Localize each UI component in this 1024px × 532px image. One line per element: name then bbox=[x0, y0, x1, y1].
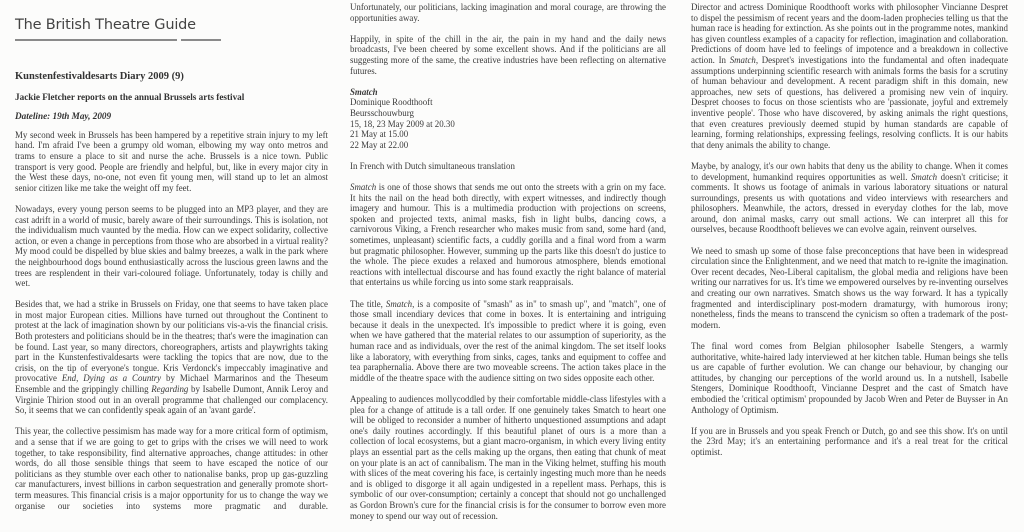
language-note: In French with Dutch simultaneous translation bbox=[350, 160, 515, 171]
show-venue: Beursschouwburg bbox=[350, 107, 414, 118]
logo-underline bbox=[15, 39, 177, 41]
column-2 bbox=[350, 2, 666, 532]
paragraph bbox=[15, 299, 328, 416]
column-3 bbox=[691, 2, 1008, 468]
article-title: Kunstenfestivaldesarts Diary 2009 (9) bbox=[15, 71, 184, 82]
text-run: doesn't criticise; it comments. It shows us footage of animals in various laboratory situations or natural surroundings, presents us with quotations and video interviews with researchers and philosophers. Meanwhile, the actors, dressed in everyday clothes for the lab, move around, don animal masks, carry out small actions. We can interpret all this for ourselves, because Roodthooft believes we can evolve again, reinvent ourselves. bbox=[691, 171, 1008, 235]
paragraph: Unfortunately, our politicians, lacking imagination and moral courage, are throwing the opportunities away. bbox=[350, 2, 666, 23]
show-director: Dominique Roodthooft bbox=[350, 97, 433, 108]
paragraph bbox=[350, 299, 666, 384]
article-dateline: Dateline: 19th May, 2009 bbox=[15, 111, 112, 122]
show-title: Smatch bbox=[385, 298, 413, 309]
show-date: 21 May at 15.00 bbox=[350, 129, 409, 140]
text-run: is one of those shows that sends me out onto the streets with a grin on my face. It hits the nail on the head both directly, with expert witnesses, and indirectly though imagery and humour. This is a multimedia production with projections on screens, spoken and projected texts, animal masks, fish in light bulbs, dancing cows, a carnivorous Viking, a French researcher who makes music from sand, some hard (and, sometimes, unpleasant) scientific facts, a cuddly gorilla and a final word from a warm but pragmatic philosopher. However, summing up the parts like this doesn't do justice to the whole. The piece exudes a relaxed and humorous atmosphere, blends emotional reactions with intellectual discourse and has found exactly the right balance of material that entertains us while forcing us into some stark reappraisals. bbox=[350, 182, 666, 288]
text-run: , Despret's investigations into the fundamental and often inadequate assumptions underpinning scientific research with animals forms the basis for a scrutiny of human behaviour and development. A recent paradigm shift in this domain, new approaches, new sets of questions, has delivered a promising new vein of inquiry. Despret chooses to focus on those scientists who are 'passionate, joyful and extremely inventive people'. Those who have discovered, by asking animals the right questions, that even creatures previously deemed stupid by human standards are capable of learning, forming relationships, expressing feelings, resolving conflicts. It is our habits that deny animals the ability to change. bbox=[691, 54, 1009, 150]
text-run: The title, bbox=[350, 298, 386, 309]
show-title: Regarding bbox=[151, 384, 189, 395]
text-run: , bbox=[76, 373, 84, 384]
text-run: Maybe, by analogy, it's our own habits that deny us the ability to change. When it comes to development, humankind requires opportunities as well. bbox=[691, 160, 1008, 182]
show-title: End bbox=[61, 373, 77, 384]
article-byline: Jackie Fletcher reports on the annual Brussels arts festival bbox=[15, 91, 245, 102]
paragraph bbox=[691, 2, 1008, 150]
show-date: 15, 18, 23 May 2009 at 20.30 bbox=[350, 118, 455, 129]
show-title: Smatch bbox=[350, 86, 378, 97]
logo-underline-short bbox=[181, 39, 221, 41]
paragraph: Happily, in spite of the chill in the air, the pain in my hand and the daily news broadcasts, I've been cheered by some excellent shows. And if the politicians are all suggesting more of the same, the creative industries have been reflecting on alternative futures. bbox=[350, 33, 666, 76]
paragraph: This year, the collective pessimism has made way for a more critical form of optimism, and a sense that if we are going to get to grips with the crises we will need to work together, to take responsibility, find alternative approaches, change attitudes: in other words, do all those sensible things that seem to have escaped the notice of our politicians as they stumble over each other to nationalise banks, prop up gas-guzzling car manufacturers, invest billions in carbon sequestration and generally promote short-term measures. This financial crisis is a major opportunity for us to change the way we organise our societies into systems more pragmatic and durable. bbox=[15, 426, 328, 511]
text-run: Besides that, we had a strike in Brussels on Friday, one that seems to have taken place in most major European cities. Millions have turned out throughout the Continent to protest at the lack of imagination shown by our politicians vis-a-vis the financial crisis. Both protesters and politicians should be in the theatres; that's were the imagination can be found. Last year, so many directors, choreographers, artists and playwrights taking part in the Kunstenfestivaldesarts were tackling the topics that are now, due to the crisis, on the tip of everyone's tongue. Kris Verdonck's impeccably imaginative and provocative bbox=[15, 299, 328, 384]
show-title: Smatch bbox=[350, 182, 377, 193]
column-1 bbox=[15, 0, 328, 522]
site-logo bbox=[15, 16, 328, 46]
text-run: by Isabelle Dumont, Annik Leroy and Virginie Thirion stood out in an overall programme that challenged our complacency. So, it seems that we can confidently speak again of an 'avant garde'. bbox=[15, 384, 329, 416]
paragraph: Appealing to audiences mollycoddled by their comfortable middle-class lifestyles with a plea for a change of attitude is a tall order. If one genuinely takes Smatch to heart one will be obliged to reconsider a number of hitherto unquestioned assumptions and adapt one's daily routines accordingly. If this beautiful planet of ours is a more than a collection of local ecosystems, but a giant macro-organism, in which every living entity plays an essential part as the cells making up the organs, then eating that chunk of meat on your plate is an act of cannibalism. The man in the Viking helmet, stuffing his mouth with slices of the meat covering his face, is certainly ingesting much more than he needs and is obliged to disgorge it all again undigested in a repellent mass. Perhaps, this is symbolic of our over-consumption; certainly a concept that should not go unchallenged as Gordon Brown's cure for the financial crisis is for the consumer to borrow even more money to spend our way out of recession. bbox=[350, 393, 666, 521]
paragraph: We need to smash up some of those false preconceptions that have been in widespread circulation since the Enlightenment, and we need that match to re-ignite the imagination. Over recent decades, Neo-Liberal capitalism, the global media and religions have been writing our narratives for us. It's time we empowered ourselves by re-inventing ourselves and creating our own narratives. Smatch shows us the way forward. It has a typically fragmented and interdisciplinary post-modern dramaturgy, with humorous irony; nonetheless, finds the means to transcend the cynicism so often a trademark of the post-modern. bbox=[691, 245, 1008, 330]
paragraph: My second week in Brussels has been hampered by a repetitive strain injury to my left hand. I'm afraid I've been a grumpy old woman, elbowing my way onto metros and trams to ensure a place to sit and nurse the ache. Brussels is a nice town. Public transport is very good. People are friendly and helpful, but, like in every major city in the West these days, no-one, not even fit young men, will stand up to let an almost senior citizen like me take the weight off my feet. bbox=[15, 129, 328, 193]
show-date: 22 May at 22.00 bbox=[350, 139, 409, 150]
text-run: , is a composite of "smash" as in" to smash up", and "match", one of those small incendiary devices that come in boxes. It is entertaining and intriguing because it deals in the unexpected. It's impossible to predict where it is going, even when we have gathered that the material relates to our assumption of superiority, as the human race and as individuals, over the rest of the animal kingdom. The set itself looks like a laboratory, with everything from sinks, cages, tanks and equipment to coffee and tea paraphernalia. Above there are two moveable screens. The action takes place in the middle of the theatre space with the audience sitting on two sides opposite each other. bbox=[350, 298, 666, 383]
paragraph: If you are in Brussels and you speak French or Dutch, go and see this show. It's on until the 23rd May; it's an entertaining performance and it's a real treat for the critical optimist. bbox=[691, 425, 1008, 457]
text-run: Director and actress Dominique Roodthooft works with philosopher Vincianne Despret to dispel the pessimism of recent years and the doom-laden prophecies telling us that the human race is heading for extinction. As she points out in the programme notes, mankind has given countless examples of a capacity for reflection, imagination and collaboration. Predictions of doom have led to feelings of impotence and a breakdown in collective action. In bbox=[691, 2, 1008, 65]
paragraph: Nowadays, every young person seems to be plugged into an MP3 player, and they are cast adrift in a world of music, barely aware of their surroundings. This is isolation, not the individualism much vaunted by the media. How can we expect solidarity, collective action, or even a change in perceptions from those who are absorbed in a virtual reality? My mood could be dispelled by blue skies and balmy breezes, a walk in the park where the neighbourhood dogs bound enthusiastically across the luscious green lawns and the trees are resplendent in their vari-coloured foliage. Unfortunately, today is chilly and wet. bbox=[15, 203, 328, 289]
paragraph bbox=[350, 182, 666, 288]
show-info-block bbox=[350, 87, 666, 151]
text-run: by Michael Marmarinos and the Theseum Ensemble and the grippingly chilling bbox=[15, 373, 328, 395]
show-title: Dying as a Country bbox=[83, 373, 162, 384]
show-title: Smatch bbox=[910, 171, 938, 182]
logo-text: The British Theatre Guide bbox=[15, 17, 196, 33]
paragraph bbox=[691, 161, 1008, 235]
show-title: Smatch bbox=[729, 54, 756, 65]
paragraph: The final word comes from Belgian philosopher Isabelle Stengers, a warmly authoritative, white-haired lady interviewed at her kitchen table. Human beings she tells us are capable of further evolution. We can change our behaviour, by changing our attitudes, by changing our perceptions of the world around us. In a nutshell, Isabelle Stengers, Dominique Roodthooft, Vincianne Despret and the cast of Smatch have embodied the 'critical optimism' propounded by Jacob Wren and Peter de Buysser in An Anthology of Optimism. bbox=[691, 341, 1008, 415]
